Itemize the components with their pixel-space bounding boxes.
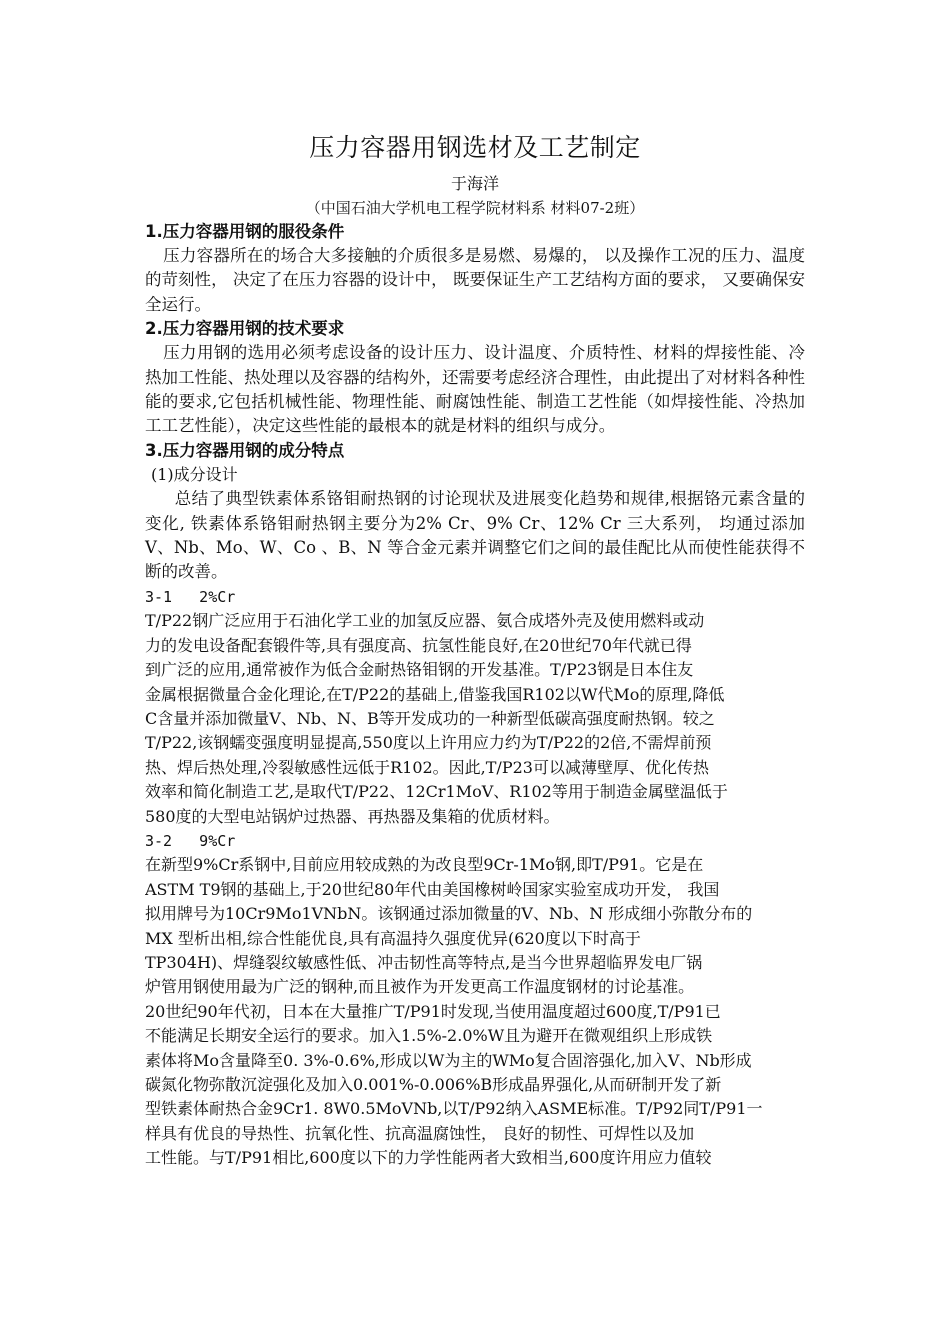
section-heading: 1.压力容器用钢的服役条件 [145,222,345,241]
paragraph: 压力容器所在的场合大多接触的介质很多是易燃、易爆的， 以及操作工况的压力、温度的苛刻性， 决定了在压力容器的设计中， 既要保证生产工艺结构方面的要求， 又要确保安全运行。 [145,246,805,314]
text-line: 力的发电设备配套锻件等,具有强度高、抗氢性能良好,在20世纪70年代就已得 [145,635,692,655]
document-title: 压力容器用钢选材及工艺制定 [309,133,641,162]
text-line: 碳氮化物弥散沉淀强化及加入0.001%-0.006%B形成晶界强化,从而研制开发了新 [145,1075,722,1094]
text-line: T/P22,该钢蠕变强度明显提高,550度以上许用应力约为T/P22的2倍,不需焊前预 [145,733,712,753]
subsection-heading: (1)成分设计 [151,464,238,484]
text-line: 不能满足长期安全运行的要求。加入1.5%-2.0%W且为避开在微观组织上形成铁 [145,1026,713,1046]
text-line: 热、焊后热处理,冷裂敏感性远低于R102。因此,T/P23可以减薄壁厚、优化传热 [145,757,709,777]
text-line: T/P22钢广泛应用于石油化学工业的加氢反应器、氨合成塔外壳及使用燃料或动 [145,611,705,631]
text-line: 在新型9%Cr系钢中,目前应用较成熟的为改良型9Cr-1Mo钢,即T/P91。它是在 [145,855,704,875]
section-2 [145,317,805,439]
paragraph: 总结了典型铁素体系铬钼耐热钢的讨论现状及进展变化趋势和规律,根据铬元素含量的变化, 铁素体系铬钼耐热钢主要分为2% Cr、9% Cr、12% Cr 三大系列， 均通过添加V、Nb、Mo、W、Co 、B、N 等合金元素并调整它们之间的最佳配比从而使性能获得不断的改善。 [145,489,805,582]
text-line: ASTM T9钢的基础上,于20世纪80年代由美国橡树岭国家实验室成功开发， 我国 [145,879,720,899]
text-line: 样具有优良的导热性、抗氧化性、抗高温腐蚀性， 良好的韧性、可焊性以及加 [145,1123,695,1143]
paragraph: 压力用钢的选用必须考虑设备的设计压力、设计温度、介质特性、材料的焊接性能、冷热加工性能、热处理以及容器的结构外，还需要考虑经济合理性，由此提出了对材料各种性能的要求,它包括机械性能、物理性能、耐腐蚀性能、制造工艺性能（如焊接性能、冷热加工工艺性能），决定这些性能的最根本的就是材料的组织与成分。 [145,343,805,436]
text-line: 素体将Mo含量降至0. 3%-0.6%,形成以W为主的WMo复合固溶强化,加入V、Nb形成 [145,1050,752,1070]
text-line: 工性能。与T/P91相比,600度以下的力学性能两者大致相当,600度许用应力值较 [145,1148,712,1168]
subsection-label: 3-1 2%Cr [145,587,236,606]
text-line: 拟用牌号为10Cr9Mo1VNbN。该钢通过添加微量的V、Nb、N 形成细小弥散分布的 [145,904,753,924]
text-line: 效率和简化制造工艺,是取代T/P22、12Cr1MoV、R102等用于制造金属壁温低于 [145,782,728,802]
text-line: TP304H)、焊缝裂纹敏感性低、冲击韧性高等特点,是当今世界超临界发电厂锅 [145,952,703,972]
text-line: 型铁素体耐热合金9Cr1. 8W0.5MoVNb,以T/P92纳入ASME标准。T/P92同T/P91一 [145,1099,763,1119]
author-affiliation: （中国石油大学机电工程学院材料系 材料07-2班） [305,199,645,217]
subsection-3-1 [145,585,805,829]
text-line: 到广泛的应用,通常被作为低合金耐热铬钼钢的开发基准。T/P23钢是日本住友 [145,660,694,680]
author-name: 于海洋 [450,174,499,193]
section-3 [145,439,805,585]
section-heading: 2.压力容器用钢的技术要求 [145,319,345,339]
subsection-3-2 [145,829,805,1171]
document-page [145,128,805,1171]
text-line: 580度的大型电站锅炉过热器、再热器及集箱的优质材料。 [145,806,560,826]
text-line: C含量并添加微量V、Nb、N、B等开发成功的一种新型低碳高强度耐热钢。较之 [145,708,715,728]
text-line: 炉管用钢使用最为广泛的钢种,而且被作为开发更高工作温度钢材的讨论基准。 [145,977,695,997]
text-line: MX 型析出相,综合性能优良,具有高温持久强度优异(620度以下时高于 [145,928,641,948]
text-line: 20世纪90年代初，日本在大量推广T/P91时发现,当使用温度超过600度,T/P91已 [145,1001,721,1021]
subsection-label: 3-2 9%Cr [145,831,236,850]
section-heading: 3.压力容器用钢的成分特点 [145,440,345,460]
text-line: 金属根据微量合金化理论,在T/P22的基础上,借鉴我国R102以W代Mo的原理,降低 [145,684,725,704]
section-1 [145,220,805,317]
